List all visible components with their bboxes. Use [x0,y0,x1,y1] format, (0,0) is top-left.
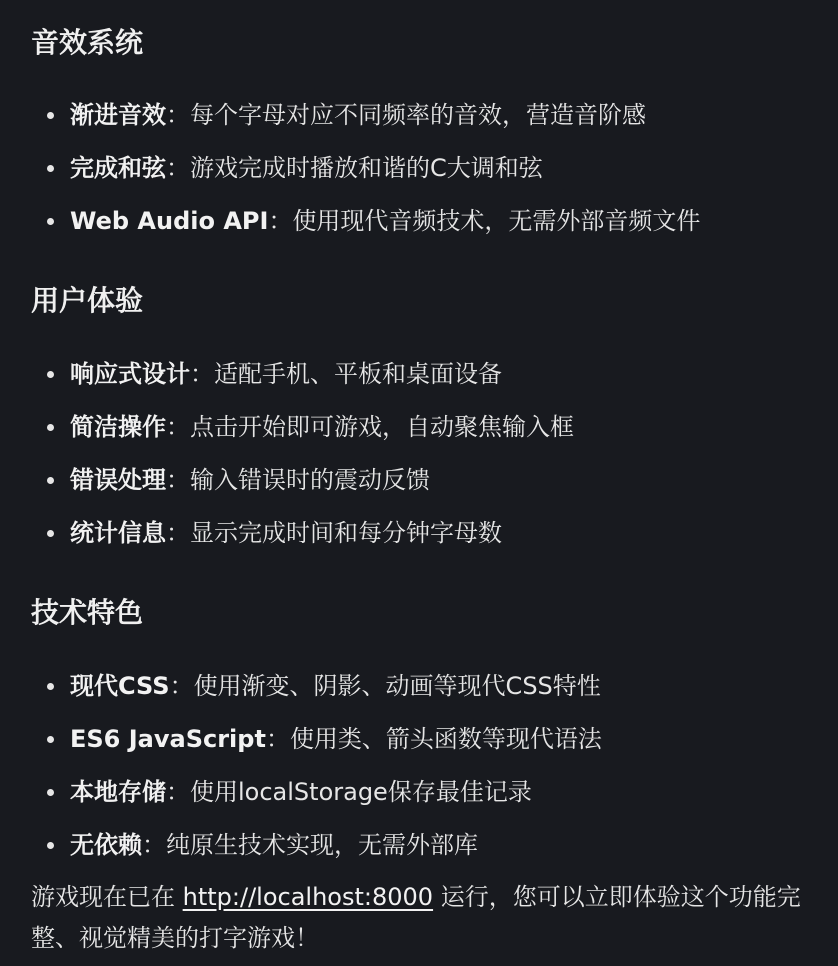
item-label: 错误处理 [70,466,166,494]
list-item [0,359,574,412]
item-separator: ： [190,360,214,388]
item-separator: ： [166,778,190,806]
item-text: 使用现代音频技术，无需外部音频文件 [292,207,701,235]
list-item [0,153,700,206]
item-separator: ： [166,466,190,494]
bullet-icon [47,842,54,849]
item-label: 现代CSS [70,672,170,700]
item-separator: ： [166,154,190,182]
item-text: 使用类、箭头函数等现代语法 [289,725,602,753]
item-text: 游戏完成时播放和谐的C大调和弦 [190,154,543,182]
item-label: 简洁操作 [70,413,166,441]
list-item [0,206,700,259]
section-list-tech-features [0,671,602,883]
bullet-icon [47,424,54,431]
item-separator: ： [166,101,190,129]
item-text: 显示完成时间和每分钟字母数 [190,519,502,547]
item-text: 输入错误时的震动反馈 [190,466,430,494]
item-label: 统计信息 [70,519,166,547]
item-separator: ： [142,831,166,859]
list-item [0,518,574,571]
list-item [0,724,602,777]
item-label: 响应式设计 [70,360,190,388]
bullet-icon [47,789,54,796]
item-separator: ： [166,413,190,441]
list-item [0,671,602,724]
item-text: 适配手机、平板和桌面设备 [214,360,502,388]
item-text: 使用渐变、阴影、动画等现代CSS特性 [193,672,601,700]
list-item [0,412,574,465]
item-text: 点击开始即可游戏，自动聚焦输入框 [190,413,574,441]
localhost-link[interactable]: http://localhost:8000 [182,883,434,911]
list-item [0,465,574,518]
summary-paragraph [31,877,831,959]
bullet-icon [47,112,54,119]
item-separator: ： [169,672,194,700]
section-list-audio [0,100,700,259]
bullet-icon [47,371,54,378]
bullet-icon [47,477,54,484]
list-item [0,100,700,153]
bullet-icon [47,165,54,172]
summary-text-before: 游戏现在已在 [31,883,183,911]
item-text: 使用localStorage保存最佳记录 [190,778,532,806]
section-heading-audio: 音效系统 [31,26,144,59]
section-heading-tech-features: 技术特色 [31,596,144,629]
item-label: 本地存储 [70,778,166,806]
item-text: 纯原生技术实现，无需外部库 [166,831,478,859]
section-list-user-experience [0,359,574,571]
item-label: ES6 JavaScript [70,725,266,753]
item-label: 完成和弦 [70,154,166,182]
section-heading-user-experience: 用户体验 [31,284,144,317]
item-separator: ： [166,519,190,547]
item-text: 每个字母对应不同频率的音效，营造音阶感 [190,101,646,129]
bullet-icon [47,218,54,225]
item-label: 渐进音效 [70,101,166,129]
list-item [0,830,602,883]
item-separator: ： [265,725,290,753]
bullet-icon [47,530,54,537]
bullet-icon [47,736,54,743]
list-item [0,777,602,830]
item-separator: ： [268,207,293,235]
item-label: Web Audio API [70,207,269,235]
bullet-icon [47,683,54,690]
item-label: 无依赖 [70,831,142,859]
summary-text-after: 运行，您可以立即体验这个功能完整、视觉精美的打字游戏！ [31,883,801,952]
